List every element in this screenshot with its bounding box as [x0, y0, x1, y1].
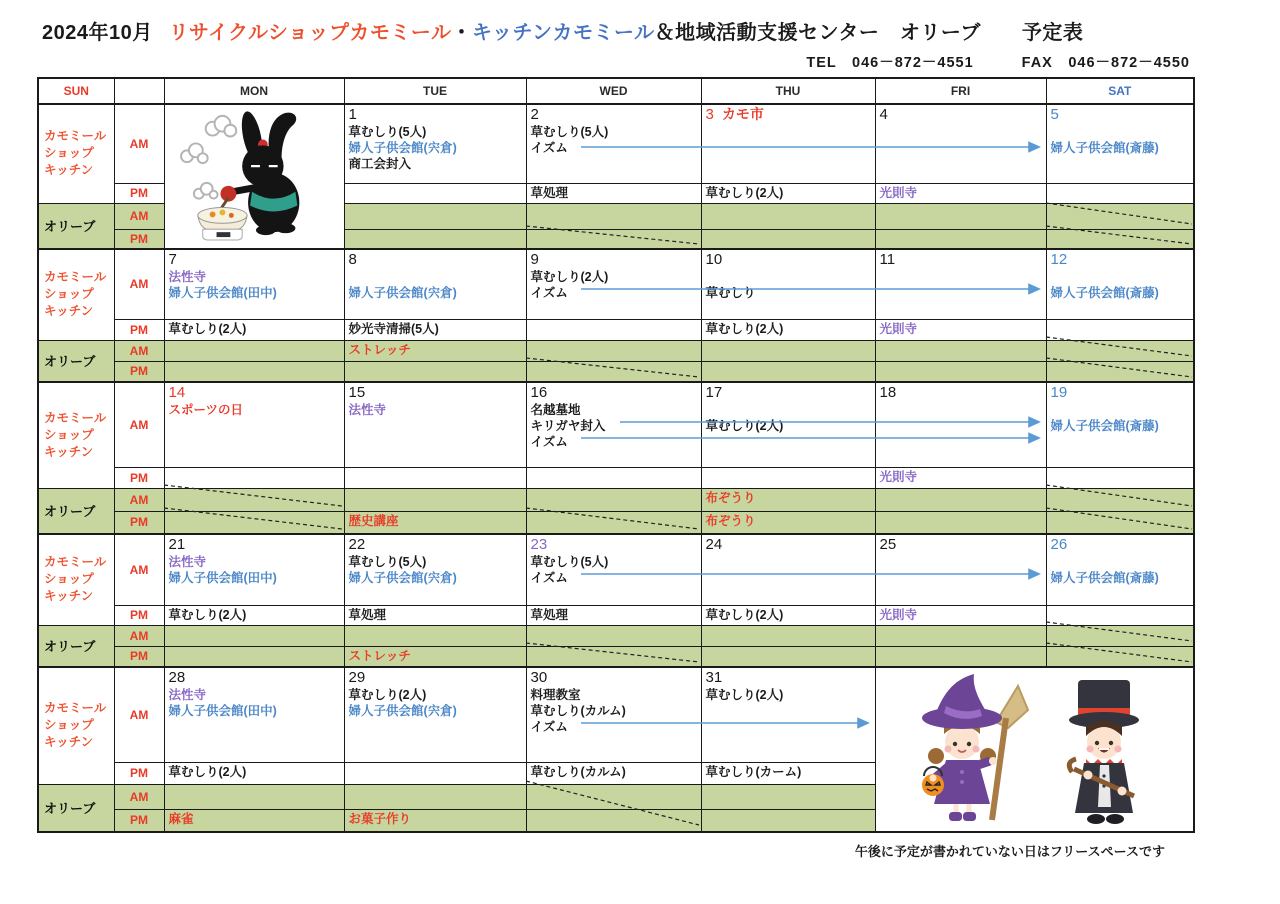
empty-cell [344, 762, 526, 784]
pm-cell [701, 183, 875, 203]
row-label-olive: オリーブ [38, 340, 114, 382]
title-separator: ・ [451, 22, 472, 44]
day-cell-oct16 [526, 382, 701, 467]
day-number: 24 [705, 536, 723, 553]
day-number: 14 [168, 384, 186, 401]
weekday-wed: WED [526, 78, 701, 104]
olive-event-cell [701, 488, 875, 511]
event-text: 草むしり(2人) [705, 185, 784, 200]
shop-label-line: ショップ [44, 572, 94, 587]
day-number: 9 [530, 251, 539, 268]
event-text: 婦人子供会館(田中) [168, 571, 277, 585]
empty-cell [526, 467, 701, 488]
shop-label-line: キッチン [44, 163, 94, 178]
day-cell-oct19 [1046, 382, 1194, 467]
calendar [37, 77, 1193, 833]
crossed-out-cell [526, 361, 701, 382]
event-kamoichi: カモ市 [721, 106, 764, 122]
day-cell-oct25 [875, 534, 1046, 605]
day-cell-oct12 [1046, 249, 1194, 319]
shop-label-line: ショップ [44, 427, 94, 442]
week4-pm-row [38, 605, 1194, 625]
week3-olive-pm-row [38, 511, 1194, 534]
event-text: 草むしり(カルム) [530, 764, 626, 779]
day-cell-oct26 [1046, 534, 1194, 605]
event-text: 妙光寺清掃(5人) [348, 321, 439, 336]
pm-label: PM [114, 319, 164, 340]
weekday-mon: MON [164, 78, 344, 104]
event-text: お菓子作り [348, 811, 412, 826]
empty-cell [701, 784, 875, 809]
empty-cell [701, 625, 875, 646]
spacer-line [349, 269, 523, 285]
row-label-olive: オリーブ [38, 625, 114, 667]
day-number: 4 [879, 106, 888, 123]
day-cell-oct7 [164, 249, 344, 319]
event-text: 草むしり(5人) [348, 125, 427, 139]
event-text: 草むしり(2人) [705, 607, 784, 622]
day-number: 30 [530, 669, 548, 686]
pm-label: PM [114, 762, 164, 784]
pm-cell [164, 762, 344, 784]
day-cell-oct2 [526, 104, 701, 183]
pm-cell [875, 319, 1046, 340]
shop-label-line: キッチン [44, 735, 94, 750]
contact-line [37, 51, 1190, 72]
day-number: 18 [879, 384, 897, 401]
week4-am-row [38, 534, 1194, 605]
am-label: AM [114, 667, 164, 762]
crossed-out-cell [1046, 625, 1194, 646]
event-text: 草処理 [530, 607, 569, 622]
row-label-olive: オリーブ [38, 784, 114, 832]
week3-olive-am-row [38, 488, 1194, 511]
weekday-sat: SAT [1046, 78, 1194, 104]
day-number: 15 [348, 384, 366, 401]
event-text: 婦人子供会館(宍倉) [348, 141, 457, 155]
empty-cell [701, 361, 875, 382]
day-cell-oct1 [344, 104, 526, 183]
event-text: キリガヤ封入 [530, 419, 606, 433]
spacer-line [1051, 554, 1191, 570]
crossed-out-cell [164, 488, 344, 511]
day-cell-oct22 [344, 534, 526, 605]
week4-olive-am-row [38, 625, 1194, 646]
event-text: イズム [530, 435, 568, 449]
empty-cell [164, 646, 344, 667]
empty-cell [344, 488, 526, 511]
day-cell-oct21 [164, 534, 344, 605]
title-suffix: ＆地域活動支援センター オリーブ 予定表 [654, 22, 1084, 44]
empty-cell [875, 625, 1046, 646]
event-text: 婦人子供会館(斎藤) [1050, 141, 1159, 155]
pm-cell [875, 467, 1046, 488]
day-number: 21 [168, 536, 186, 553]
empty-cell [344, 361, 526, 382]
day-number: 8 [348, 251, 357, 268]
day-cell-oct14 [164, 382, 344, 467]
shop-label-line: ショップ [44, 718, 94, 733]
crossed-out-cell [164, 511, 344, 534]
day-number: 28 [168, 669, 186, 686]
empty-cell [1046, 467, 1194, 488]
event-text: 草むしり(2人) [168, 607, 247, 622]
olive-event-cell [344, 340, 526, 361]
event-text: 婦人子供会館(田中) [168, 704, 277, 718]
am-label: AM [114, 249, 164, 319]
event-text: イズム [530, 141, 568, 155]
pm-cell [701, 319, 875, 340]
event-text: 料理教室 [530, 688, 581, 702]
pm-cell [875, 605, 1046, 625]
olive-event-cell [344, 809, 526, 832]
spacer-line [706, 269, 872, 285]
shop-label-line: カモミール [44, 129, 107, 144]
empty-cell [344, 183, 526, 203]
olive-event-cell [344, 511, 526, 534]
am-label: AM [114, 625, 164, 646]
event-text: ストレッチ [348, 648, 411, 663]
empty-cell [164, 625, 344, 646]
event-text: 草むしり(2人) [168, 321, 247, 336]
am-label: AM [114, 784, 164, 809]
event-text: イズム [530, 720, 568, 734]
tel-number: TEL 046－872－4551 [806, 55, 974, 71]
empty-cell [344, 203, 526, 229]
event-sports-day: スポーツの日 [168, 403, 244, 417]
shop-label-line: カモミール [44, 410, 107, 425]
footer-note: 午後に予定が書かれていない日はフリースペースです [854, 844, 1165, 859]
empty-cell [526, 625, 701, 646]
am-label: AM [114, 488, 164, 511]
empty-cell [526, 203, 701, 229]
day-cell-oct23 [526, 534, 701, 605]
empty-cell [875, 203, 1046, 229]
empty-cell [526, 319, 701, 340]
olive-event-cell [344, 646, 526, 667]
week5-am-row [38, 667, 1194, 762]
spacer-line [1051, 269, 1191, 285]
pm-cell [526, 605, 701, 625]
empty-cell [701, 340, 875, 361]
am-label: AM [114, 534, 164, 605]
crossed-out-cell [1046, 340, 1194, 361]
empty-cell [164, 784, 344, 809]
crossed-out-cell [526, 511, 701, 534]
pm-label: PM [114, 605, 164, 625]
olive-event-cell [701, 511, 875, 534]
spacer-line [1051, 124, 1191, 140]
day-number: 12 [1050, 251, 1068, 268]
shop-label-line: ショップ [44, 287, 94, 302]
calendar-table [37, 77, 1195, 833]
crossed-out-cell [1046, 488, 1194, 511]
event-text: 草むしり(2人) [530, 270, 609, 284]
day-number: 29 [348, 669, 366, 686]
crossed-out-cell [1046, 229, 1194, 249]
event-text: 法性寺 [168, 688, 207, 702]
pm-label: PM [114, 361, 164, 382]
page-title [42, 16, 1083, 45]
empty-cell [526, 488, 701, 511]
empty-cell [344, 467, 526, 488]
event-text: 草むしり(2人) [168, 764, 247, 779]
weekday-thu: THU [701, 78, 875, 104]
empty-cell [1046, 319, 1194, 340]
row-label-olive: オリーブ [38, 488, 114, 534]
day-number: 25 [879, 536, 897, 553]
event-text: 婦人子供会館(斎藤) [1050, 286, 1159, 300]
week1-am-row [38, 104, 1194, 183]
pm-label: PM [114, 467, 164, 488]
event-text: 光則寺 [879, 607, 918, 622]
day-cell-oct18 [875, 382, 1046, 467]
crossed-out-cell [1046, 361, 1194, 382]
event-text: ストレッチ [348, 342, 411, 357]
title-kitchen-name: キッチンカモミール [471, 22, 655, 44]
event-text: 草むしり(5人) [530, 125, 609, 139]
empty-cell [875, 646, 1046, 667]
am-label: AM [114, 382, 164, 467]
day-number: 23 [530, 536, 548, 553]
crossed-out-cell [1046, 511, 1194, 534]
pm-cell [164, 319, 344, 340]
day-number: 11 [879, 251, 896, 268]
row-label-camomile-shop-kitchen [38, 104, 114, 203]
rabbit-cooking-illustration [164, 104, 344, 249]
day-cell-oct4 [875, 104, 1046, 183]
rabbit-cooking-svg [166, 105, 342, 243]
event-text: 草むしり(2人) [705, 419, 784, 433]
event-text: イズム [530, 286, 568, 300]
day-cell-oct30 [526, 667, 701, 762]
empty-cell [344, 229, 526, 249]
pm-label: PM [114, 809, 164, 832]
event-text: 草処理 [530, 185, 569, 200]
halloween-kids-illustration [875, 667, 1194, 832]
weekday-tue: TUE [344, 78, 526, 104]
crossed-out-cell [1046, 646, 1194, 667]
day-number: 17 [705, 384, 723, 401]
am-label: AM [114, 340, 164, 361]
pm-cell [526, 183, 701, 203]
crossed-out-cell [526, 784, 701, 809]
empty-cell [701, 467, 875, 488]
event-text: 光則寺 [879, 185, 918, 200]
day-number: 3 [705, 106, 714, 123]
week4-olive-pm-row [38, 646, 1194, 667]
day-number: 10 [705, 251, 723, 268]
event-text: 婦人子供会館(宍倉) [348, 704, 457, 718]
am-label: AM [114, 104, 164, 183]
row-label-camomile-shop-kitchen [38, 667, 114, 784]
day-number: 16 [530, 384, 548, 401]
event-text: 婦人子供会館(斎藤) [1050, 419, 1159, 433]
shop-label-line: カモミール [44, 701, 107, 716]
day-cell-oct15 [344, 382, 526, 467]
crossed-out-cell [1046, 203, 1194, 229]
olive-event-cell [164, 809, 344, 832]
day-cell-oct17 [701, 382, 875, 467]
empty-cell [875, 488, 1046, 511]
empty-cell [526, 340, 701, 361]
week3-am-row [38, 382, 1194, 467]
weekday-sun: SUN [38, 78, 114, 104]
day-number: 5 [1050, 106, 1059, 123]
pm-cell [701, 605, 875, 625]
day-cell-oct3 [701, 104, 875, 183]
shop-label-line: キッチン [44, 304, 94, 319]
shop-label-line: キッチン [44, 444, 94, 459]
crossed-out-cell [526, 646, 701, 667]
shop-label-line: カモミール [44, 555, 107, 570]
event-text: イズム [530, 571, 568, 585]
event-text: 布ぞうり [705, 513, 756, 528]
shop-label-line: カモミール [44, 270, 107, 285]
pm-cell [526, 762, 701, 784]
day-row [706, 106, 872, 124]
event-text: 草むしり(カーム) [705, 764, 802, 779]
event-text: 草むしり(5人) [348, 555, 427, 569]
shop-label-line: ショップ [44, 146, 94, 161]
fax-number: FAX 046－872－4550 [1021, 55, 1190, 71]
event-text: 布ぞうり [705, 490, 756, 505]
crossed-out-cell [526, 809, 701, 832]
weekday-fri: FRI [875, 78, 1046, 104]
event-text: 名越墓地 [530, 403, 581, 417]
shop-label-line: キッチン [44, 589, 94, 604]
row-label-olive: オリーブ [38, 203, 114, 249]
pm-label: PM [114, 646, 164, 667]
empty-cell [701, 203, 875, 229]
empty-cell [164, 340, 344, 361]
pm-cell [344, 605, 526, 625]
title-shop-name: リサイクルショップカモミール [168, 22, 452, 44]
day-cell-oct10 [701, 249, 875, 319]
event-text: 草むしり(2人) [705, 688, 784, 702]
week2-am-row [38, 249, 1194, 319]
day-cell-oct31 [701, 667, 875, 762]
event-text: 光則寺 [879, 321, 918, 336]
empty-cell [875, 511, 1046, 534]
week3-pm-row [38, 467, 1194, 488]
pm-label: PM [114, 183, 164, 203]
empty-cell [875, 340, 1046, 361]
event-text: 草むしり(カルム) [530, 704, 626, 718]
event-text: 麻雀 [168, 811, 194, 826]
day-number: 19 [1050, 384, 1068, 401]
empty-cell [344, 784, 526, 809]
empty-cell [701, 809, 875, 832]
pm-cell [344, 319, 526, 340]
day-number: 26 [1050, 536, 1068, 553]
spacer-line [706, 402, 872, 418]
day-cell-oct24 [701, 534, 875, 605]
ampm-column-header [114, 78, 164, 104]
empty-cell [344, 625, 526, 646]
event-text: 法性寺 [348, 403, 387, 417]
halloween-kids-svg [876, 668, 1192, 826]
day-number: 1 [348, 106, 357, 123]
day-number: 2 [530, 106, 539, 123]
event-text: 婦人子供会館(宍倉) [348, 286, 457, 300]
am-label: AM [114, 203, 164, 229]
week2-olive-pm-row [38, 361, 1194, 382]
event-text: 草むしり(2人) [348, 688, 427, 702]
day-cell-oct5 [1046, 104, 1194, 183]
empty-cell [1046, 183, 1194, 203]
day-cell-oct9 [526, 249, 701, 319]
empty-cell [1046, 605, 1194, 625]
row-label-camomile-shop-kitchen [38, 382, 114, 488]
day-cell-oct29 [344, 667, 526, 762]
event-text: 草むしり [705, 286, 756, 300]
empty-cell [164, 361, 344, 382]
pm-cell [701, 762, 875, 784]
event-text: 婦人子供会館(田中) [168, 286, 277, 300]
weekday-header-row [38, 78, 1194, 104]
event-text: 法性寺 [168, 555, 207, 569]
event-text: 光則寺 [879, 469, 918, 484]
row-label-camomile-shop-kitchen [38, 249, 114, 340]
pm-cell [875, 183, 1046, 203]
day-number: 31 [705, 669, 723, 686]
day-cell-oct11 [875, 249, 1046, 319]
empty-cell [875, 361, 1046, 382]
title-month: 2024年10月 [42, 22, 153, 44]
event-text: 草むしり(5人) [530, 555, 609, 569]
crossed-out-cell [526, 229, 701, 249]
pm-label: PM [114, 511, 164, 534]
event-text: 草処理 [348, 607, 387, 622]
spacer-line [1051, 402, 1191, 418]
event-text: 法性寺 [168, 270, 207, 284]
day-number: 22 [348, 536, 366, 553]
week2-pm-row [38, 319, 1194, 340]
event-text: 婦人子供会館(斎藤) [1050, 571, 1159, 585]
pm-label: PM [114, 229, 164, 249]
week2-olive-am-row [38, 340, 1194, 361]
day-cell-oct8 [344, 249, 526, 319]
event-text: 歴史講座 [348, 513, 399, 528]
day-number: 7 [168, 251, 177, 268]
day-cell-oct28 [164, 667, 344, 762]
empty-cell [701, 646, 875, 667]
empty-cell [701, 229, 875, 249]
event-text: 草むしり(2人) [705, 321, 784, 336]
event-text: 商工会封入 [348, 157, 412, 171]
empty-cell [164, 467, 344, 488]
event-text: 婦人子供会館(宍倉) [348, 571, 457, 585]
row-label-camomile-shop-kitchen [38, 534, 114, 625]
empty-cell [875, 229, 1046, 249]
pm-cell [164, 605, 344, 625]
